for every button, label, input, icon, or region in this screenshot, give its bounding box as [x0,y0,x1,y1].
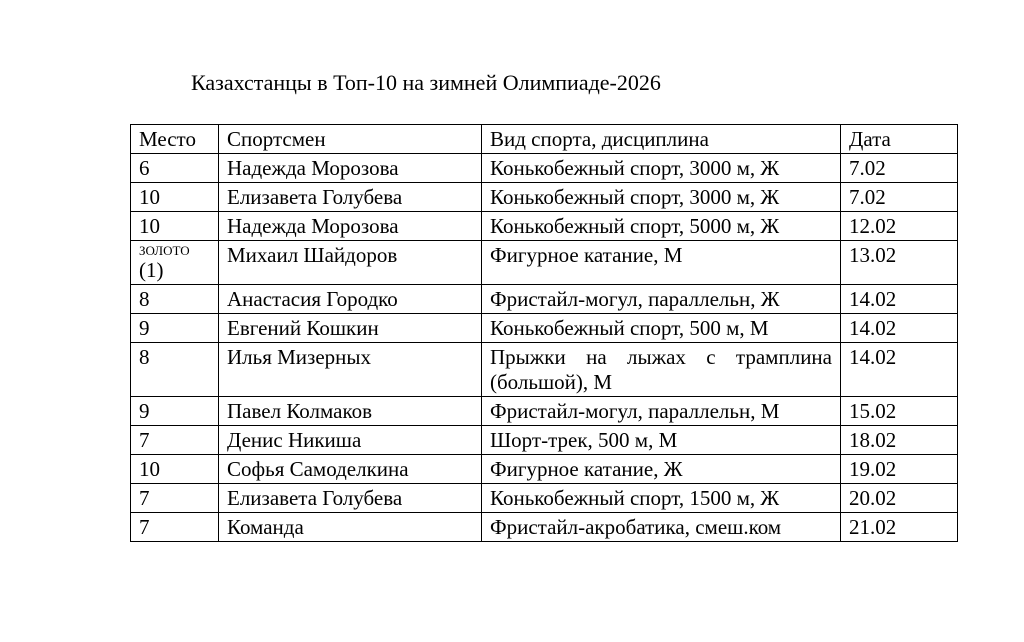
cell-date: 14.02 [841,343,958,397]
cell-sport: Фристайл-акробатика, смеш.ком [482,513,841,542]
cell-date: 20.02 [841,484,958,513]
cell-place-label: ЗОЛОТО [139,243,190,258]
cell-sport: Конькобежный спорт, 500 м, М [482,314,841,343]
cell-date: 15.02 [841,397,958,426]
table-row [131,343,958,397]
cell-place: 10 [131,455,219,484]
table-row [131,212,958,241]
cell-athlete: Илья Мизерных [219,343,482,397]
cell-sport: Фигурное катание, Ж [482,455,841,484]
table-row [131,314,958,343]
results-table [130,124,958,542]
table-row [131,285,958,314]
cell-date: 7.02 [841,183,958,212]
cell-sport: Конькобежный спорт, 3000 м, Ж [482,183,841,212]
cell-sport: Фристайл-могул, параллельн, Ж [482,285,841,314]
cell-athlete: Денис Никиша [219,426,482,455]
cell-athlete: Михаил Шайдоров [219,241,482,285]
cell-sport: Прыжки на лыжах с трамплина (большой), М [482,343,841,397]
cell-sport: Фигурное катание, М [482,241,841,285]
header-place: Место [131,125,219,154]
cell-place: 8 [131,285,219,314]
cell-place: 6 [131,154,219,183]
cell-date: 19.02 [841,455,958,484]
cell-sport: Фристайл-могул, параллельн, М [482,397,841,426]
table-row [131,183,958,212]
cell-date: 13.02 [841,241,958,285]
cell-place: 8 [131,343,219,397]
table-row [131,513,958,542]
table-row [131,455,958,484]
document-title: Казахстанцы в Топ-10 на зимней Олимпиаде-2026 [191,70,661,95]
table-row [131,397,958,426]
cell-place-sub: (1) [139,258,164,282]
header-date: Дата [841,125,958,154]
cell-place: 9 [131,314,219,343]
cell-athlete: Павел Колмаков [219,397,482,426]
cell-place: 7 [131,426,219,455]
cell-athlete: Анастасия Городко [219,285,482,314]
table-row [131,154,958,183]
cell-date: 18.02 [841,426,958,455]
cell-place [131,241,219,285]
table-row [131,241,958,285]
cell-athlete: Софья Самоделкина [219,455,482,484]
cell-athlete: Елизавета Голубева [219,183,482,212]
cell-place: 7 [131,484,219,513]
table-row [131,426,958,455]
cell-sport: Конькобежный спорт, 1500 м, Ж [482,484,841,513]
cell-date: 14.02 [841,314,958,343]
cell-place: 7 [131,513,219,542]
cell-athlete: Надежда Морозова [219,154,482,183]
cell-date: 14.02 [841,285,958,314]
header-athlete: Спортсмен [219,125,482,154]
cell-place: 10 [131,183,219,212]
cell-sport: Конькобежный спорт, 5000 м, Ж [482,212,841,241]
cell-date: 7.02 [841,154,958,183]
cell-athlete: Надежда Морозова [219,212,482,241]
cell-date: 12.02 [841,212,958,241]
table-row [131,484,958,513]
cell-athlete: Елизавета Голубева [219,484,482,513]
cell-place: 10 [131,212,219,241]
header-sport: Вид спорта, дисциплина [482,125,841,154]
cell-place: 9 [131,397,219,426]
cell-athlete: Евгений Кошкин [219,314,482,343]
table-header-row [131,125,958,154]
cell-sport: Конькобежный спорт, 3000 м, Ж [482,154,841,183]
cell-date: 21.02 [841,513,958,542]
cell-sport: Шорт-трек, 500 м, М [482,426,841,455]
cell-athlete: Команда [219,513,482,542]
